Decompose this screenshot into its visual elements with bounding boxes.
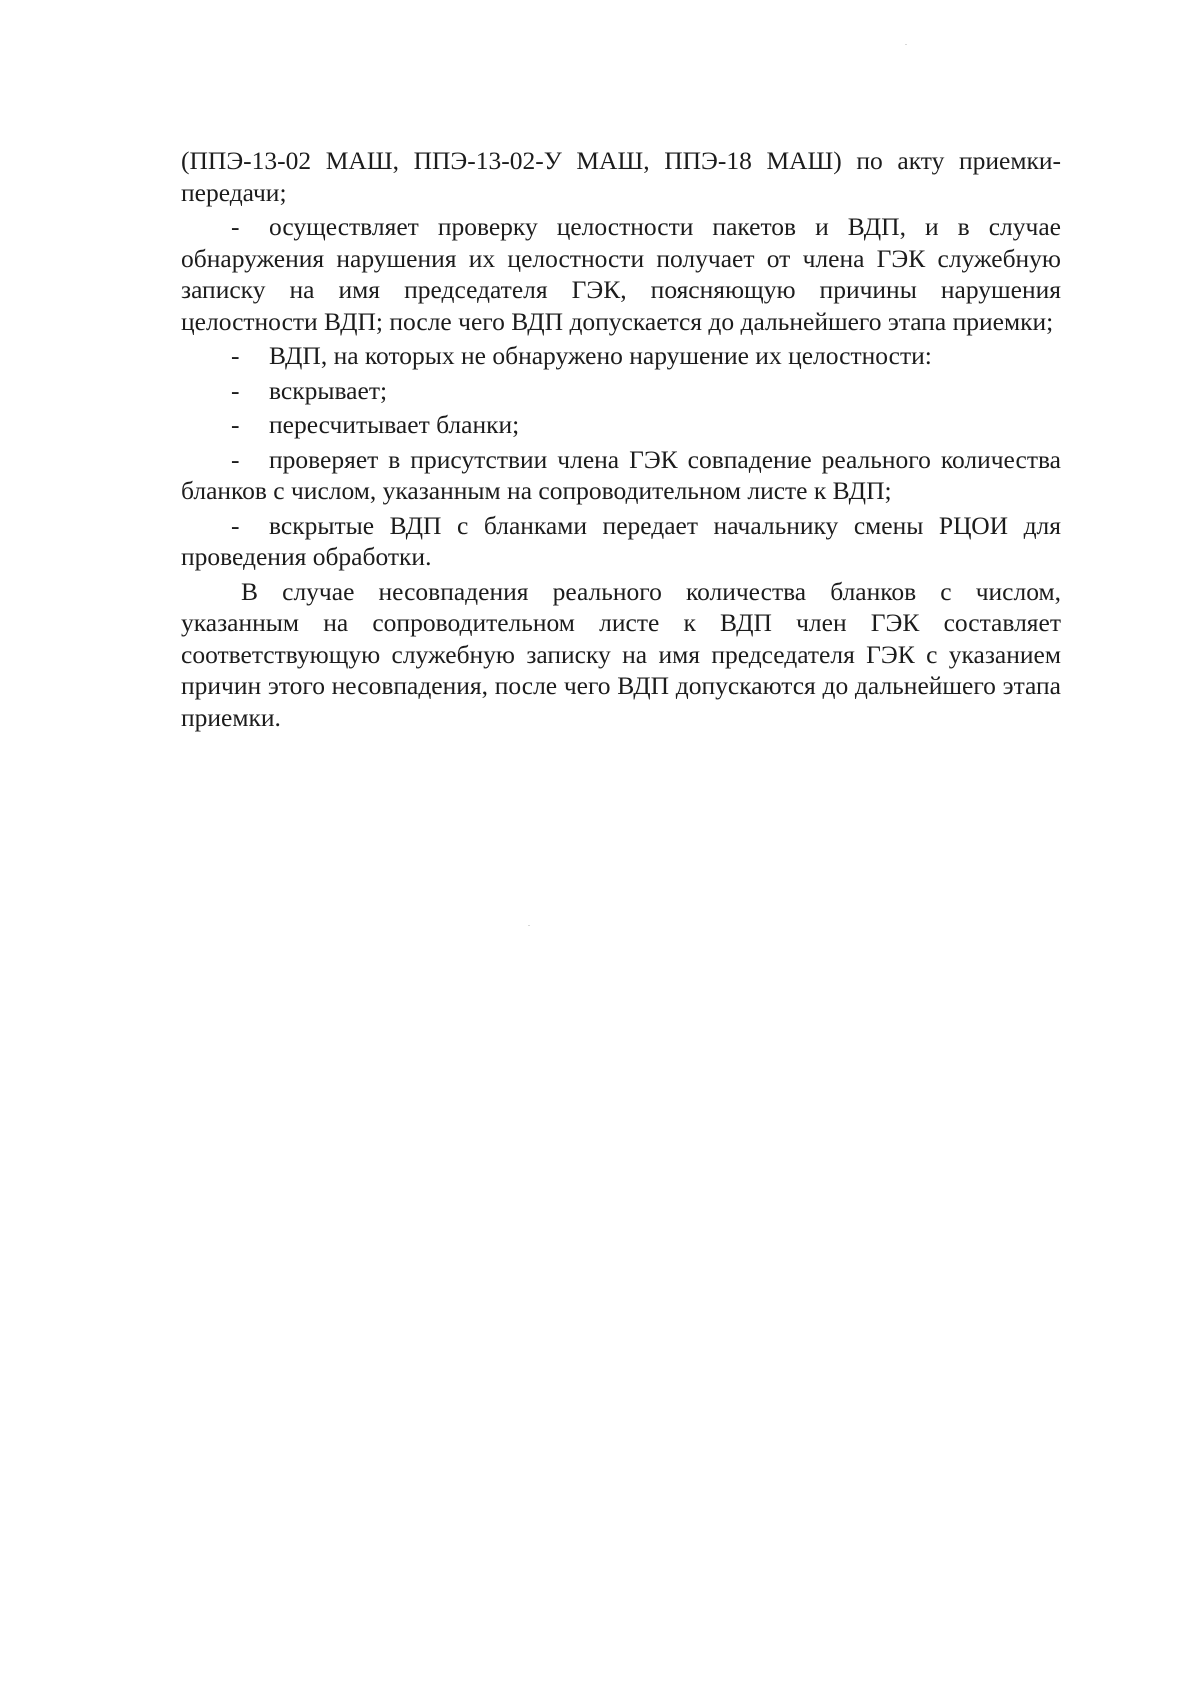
bullet-text: осуществляет проверку целостности пакетов и ВДП, и в случае обнаружения нарушения их целостности получает от члена ГЭК служебную записку на имя председателя ГЭК, поясняющую причины нарушения целостности ВДП; после чего ВДП допускается до дальнейшего этапа приемки;	[181, 212, 1061, 336]
bullet-item-recounts	[181, 409, 1061, 441]
bullet-dash: -	[231, 375, 240, 405]
bullet-item-hands-over	[181, 510, 1061, 573]
bullet-text: проверяет в присутствии члена ГЭК совпадение реального количества бланков с числом, указанным на сопроводительном листе к ВДП;	[181, 444, 1061, 505]
bullet-dash: -	[231, 410, 240, 439]
paragraph-continuation: (ППЭ-13-02 МАШ, ППЭ-13-02-У МАШ, ППЭ-18 МАШ) по акту приемки-передачи;	[181, 146, 1061, 207]
bullet-dash: -	[231, 444, 240, 474]
bullet-item-integrity-check	[181, 211, 1061, 337]
bullet-dash: -	[231, 341, 240, 370]
bullet-item-intact-packets	[181, 340, 1061, 372]
bullet-dash: -	[231, 212, 240, 241]
bullet-dash: -	[231, 510, 240, 540]
bullet-text: вскрывает;	[269, 375, 388, 405]
scan-speck	[528, 925, 530, 926]
bullet-item-verifies-count	[181, 444, 1061, 507]
bullet-text: пересчитывает бланки;	[269, 410, 520, 439]
paragraph-mismatch: В случае несовпадения реального количества бланков с числом, указанным на сопроводительном листе к ВДП член ГЭК составляет соответствующую служебную записку на имя председателя ГЭК с указанием причин этого несовпадения, после чего ВДП допускаются до дальнейшего этапа приемки.	[181, 576, 1061, 732]
bullet-text: ВДП, на которых не обнаружено нарушение их целостности:	[269, 341, 932, 370]
bullet-item-opens	[181, 375, 1061, 407]
scan-speck	[905, 44, 907, 45]
document-body	[181, 145, 1061, 736]
bullet-text: вскрытые ВДП с бланками передает начальнику смены РЦОИ для проведения обработки.	[181, 510, 1061, 571]
